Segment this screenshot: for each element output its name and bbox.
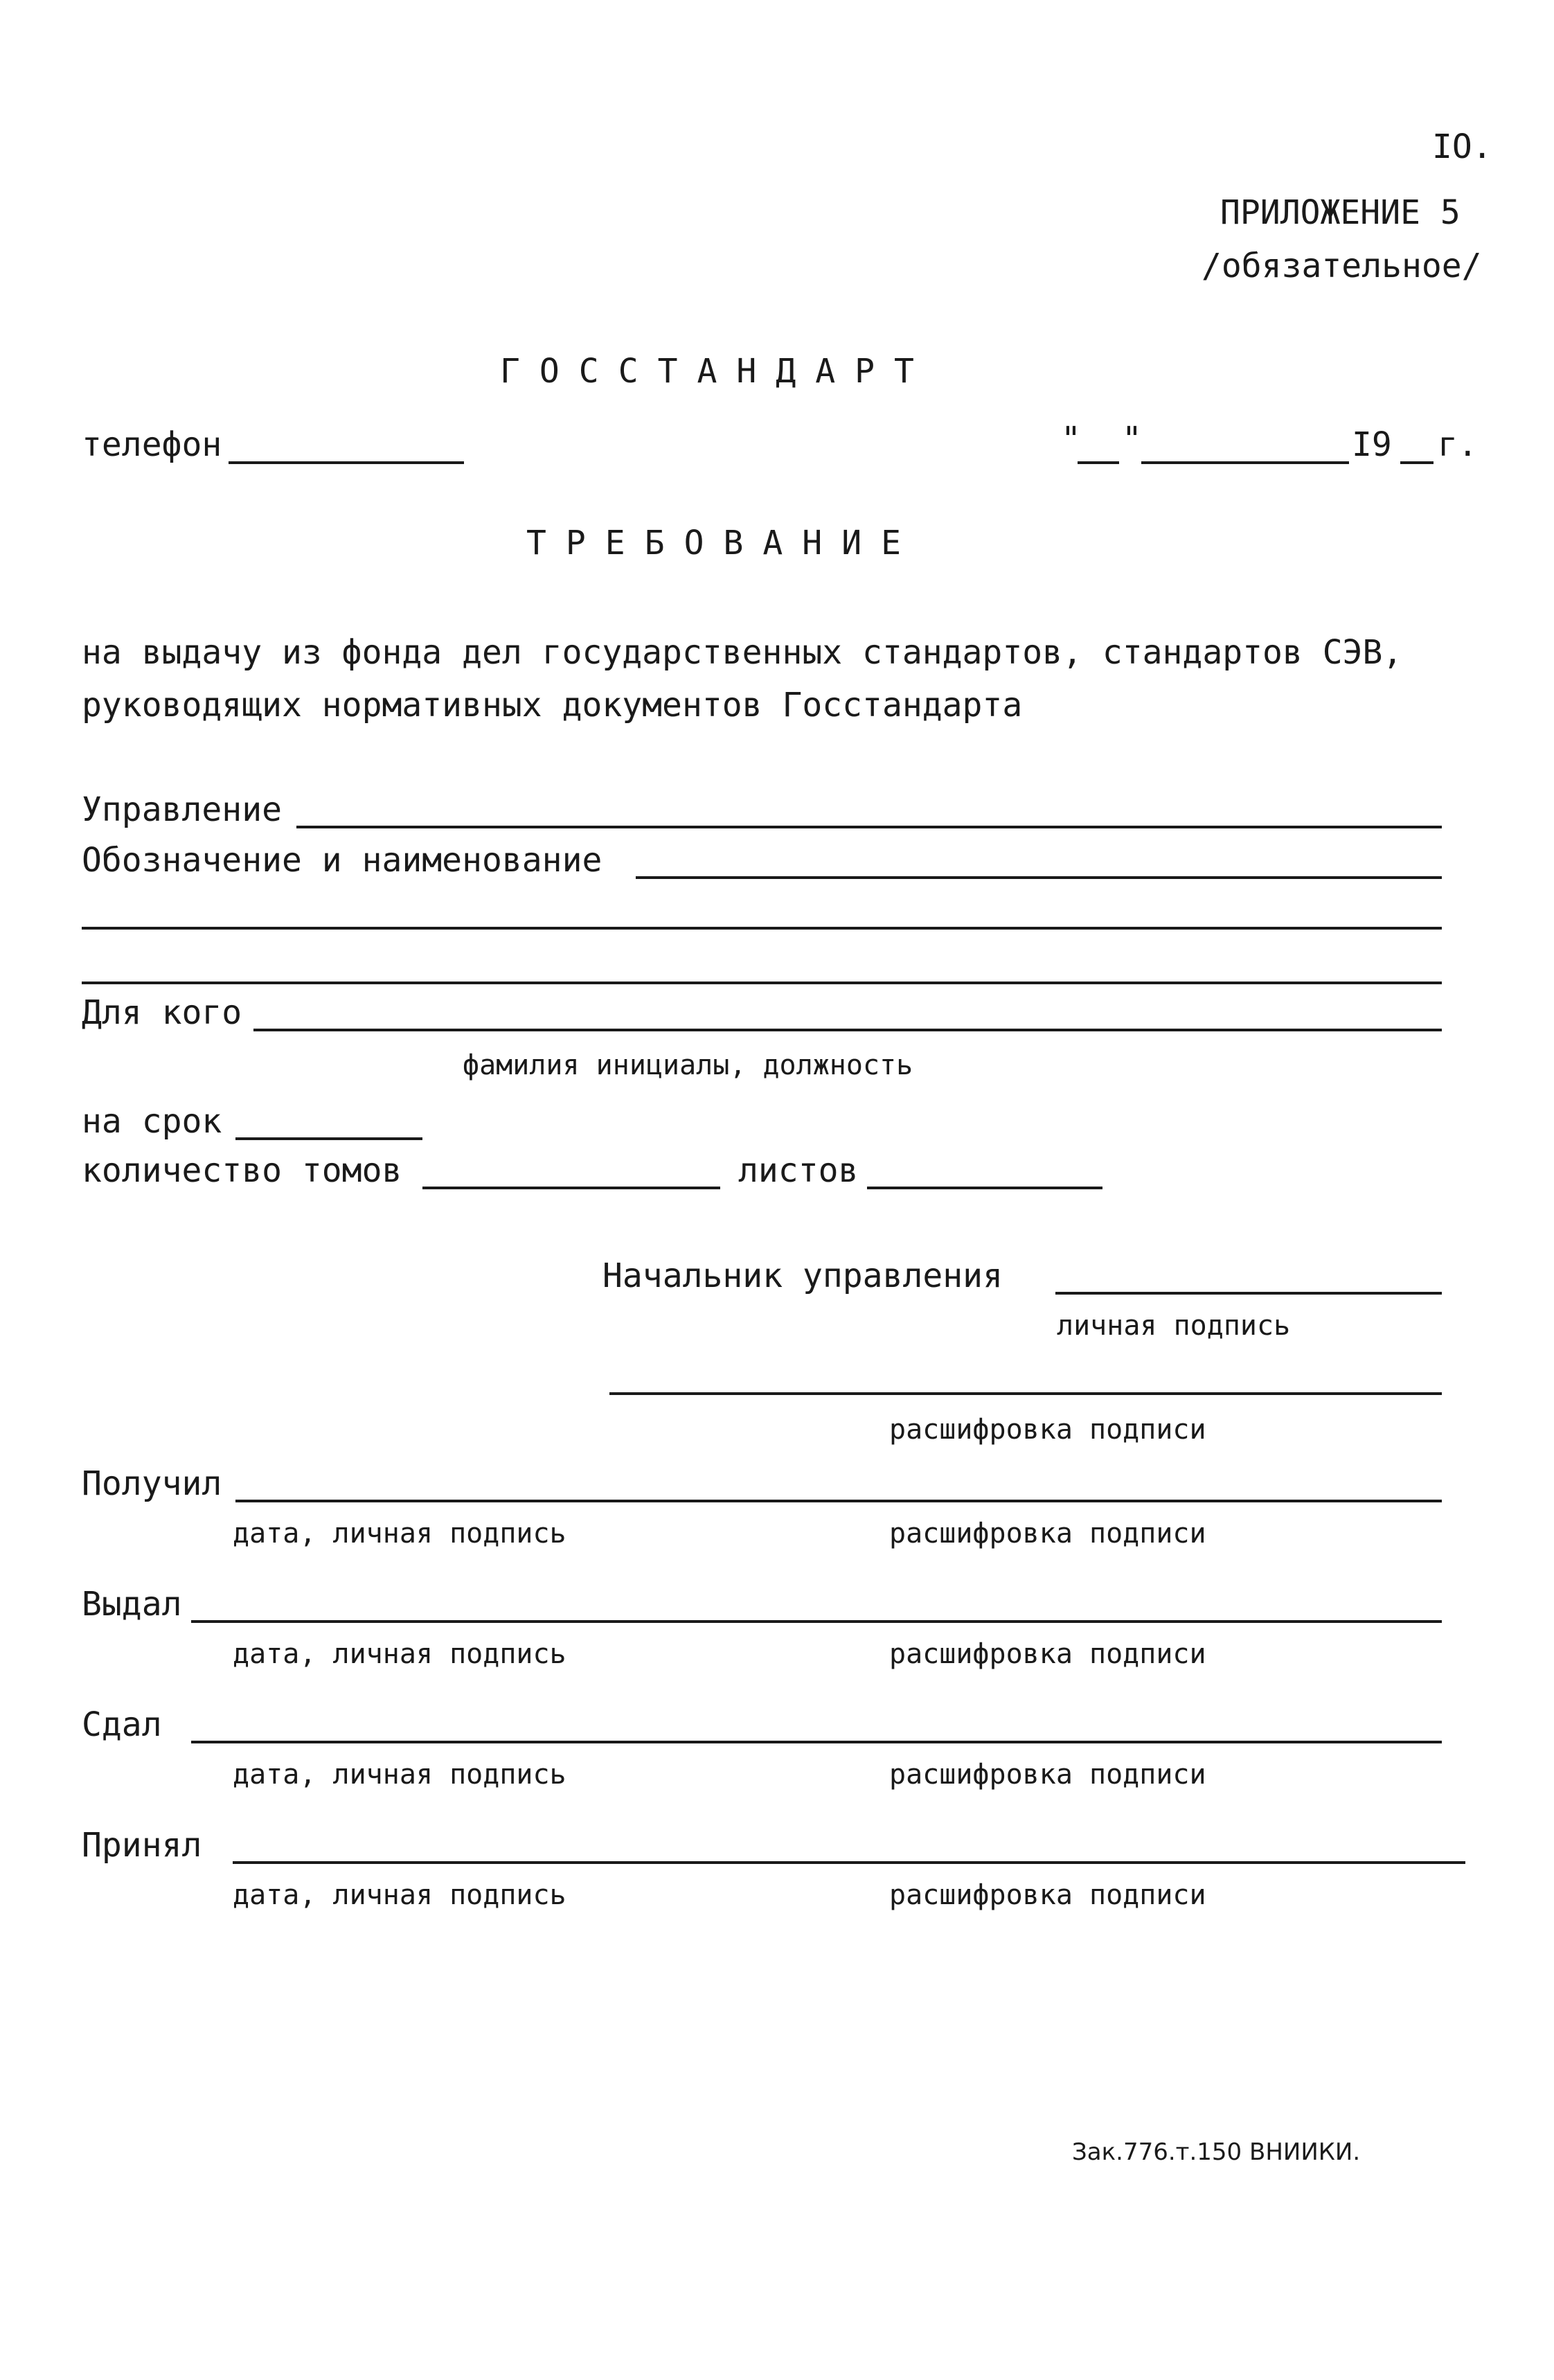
term-line[interactable] xyxy=(235,1137,422,1140)
accepted-label: Принял xyxy=(82,1826,202,1865)
handed-in-line[interactable] xyxy=(191,1741,1442,1743)
year-prefix: I9 xyxy=(1352,425,1392,464)
term-label: на срок xyxy=(82,1102,222,1141)
year-suffix: г. xyxy=(1438,425,1478,464)
sheets-label: листов xyxy=(738,1151,859,1190)
for-whom-line[interactable] xyxy=(253,1029,1442,1031)
year-line[interactable] xyxy=(1400,461,1434,464)
head-label: Начальник управления xyxy=(602,1256,1003,1295)
head-decode-line[interactable] xyxy=(609,1392,1442,1395)
head-signature-line[interactable] xyxy=(1055,1292,1442,1295)
department-line[interactable] xyxy=(296,826,1442,828)
volumes-label: количество томов xyxy=(82,1151,402,1190)
handed-in-left-hint: дата, личная подпись xyxy=(233,1759,566,1791)
intro-line-1: на выдачу из фонда дел государственных стандартов, стандартов СЭВ, xyxy=(82,633,1403,672)
print-footer: Зак.776.т.150 ВНИИКИ. xyxy=(1072,2138,1361,2166)
handed-in-right-hint: расшифровка подписи xyxy=(889,1759,1206,1791)
for-whom-label: Для кого xyxy=(82,993,242,1032)
page-number: IO. xyxy=(1432,127,1492,166)
issued-left-hint: дата, личная подпись xyxy=(233,1638,566,1670)
volumes-line[interactable] xyxy=(422,1187,720,1189)
handed-in-label: Сдал xyxy=(82,1705,162,1744)
document-title: ТРЕБОВАНИЕ xyxy=(526,524,920,562)
quote-open: " xyxy=(1061,420,1081,459)
month-line[interactable] xyxy=(1141,461,1349,464)
phone-line[interactable] xyxy=(229,461,464,464)
org-name: ГОССТАНДАРТ xyxy=(500,352,934,391)
issued-label: Выдал xyxy=(82,1585,182,1624)
received-line[interactable] xyxy=(235,1500,1442,1502)
appendix-label: ПРИЛОЖЕНИЕ 5 xyxy=(1220,193,1461,232)
sheets-line[interactable] xyxy=(867,1187,1102,1189)
quote-close: " xyxy=(1122,420,1142,459)
head-decode-hint: расшифровка подписи xyxy=(889,1414,1206,1446)
day-line[interactable] xyxy=(1078,461,1119,464)
accepted-right-hint: расшифровка подписи xyxy=(889,1879,1206,1911)
received-label: Получил xyxy=(82,1464,222,1503)
issued-right-hint: расшифровка подписи xyxy=(889,1638,1206,1670)
accepted-line[interactable] xyxy=(233,1861,1465,1864)
phone-label: телефон xyxy=(82,425,222,464)
intro-line-2: руководящих нормативных документов Госстандарта xyxy=(82,686,1023,725)
received-right-hint: расшифровка подписи xyxy=(889,1518,1206,1549)
accepted-left-hint: дата, личная подпись xyxy=(233,1879,566,1911)
appendix-note: /обязательное/ xyxy=(1202,247,1482,285)
designation-line-2[interactable] xyxy=(82,927,1442,930)
for-whom-hint: фамилия инициалы, должность xyxy=(463,1049,913,1081)
department-label: Управление xyxy=(82,790,282,829)
designation-label: Обозначение и наименование xyxy=(82,841,602,880)
issued-line[interactable] xyxy=(191,1620,1442,1623)
received-left-hint: дата, личная подпись xyxy=(233,1518,566,1549)
designation-line-3[interactable] xyxy=(82,982,1442,984)
head-signature-hint: личная подпись xyxy=(1057,1310,1291,1342)
designation-line[interactable] xyxy=(636,876,1442,879)
